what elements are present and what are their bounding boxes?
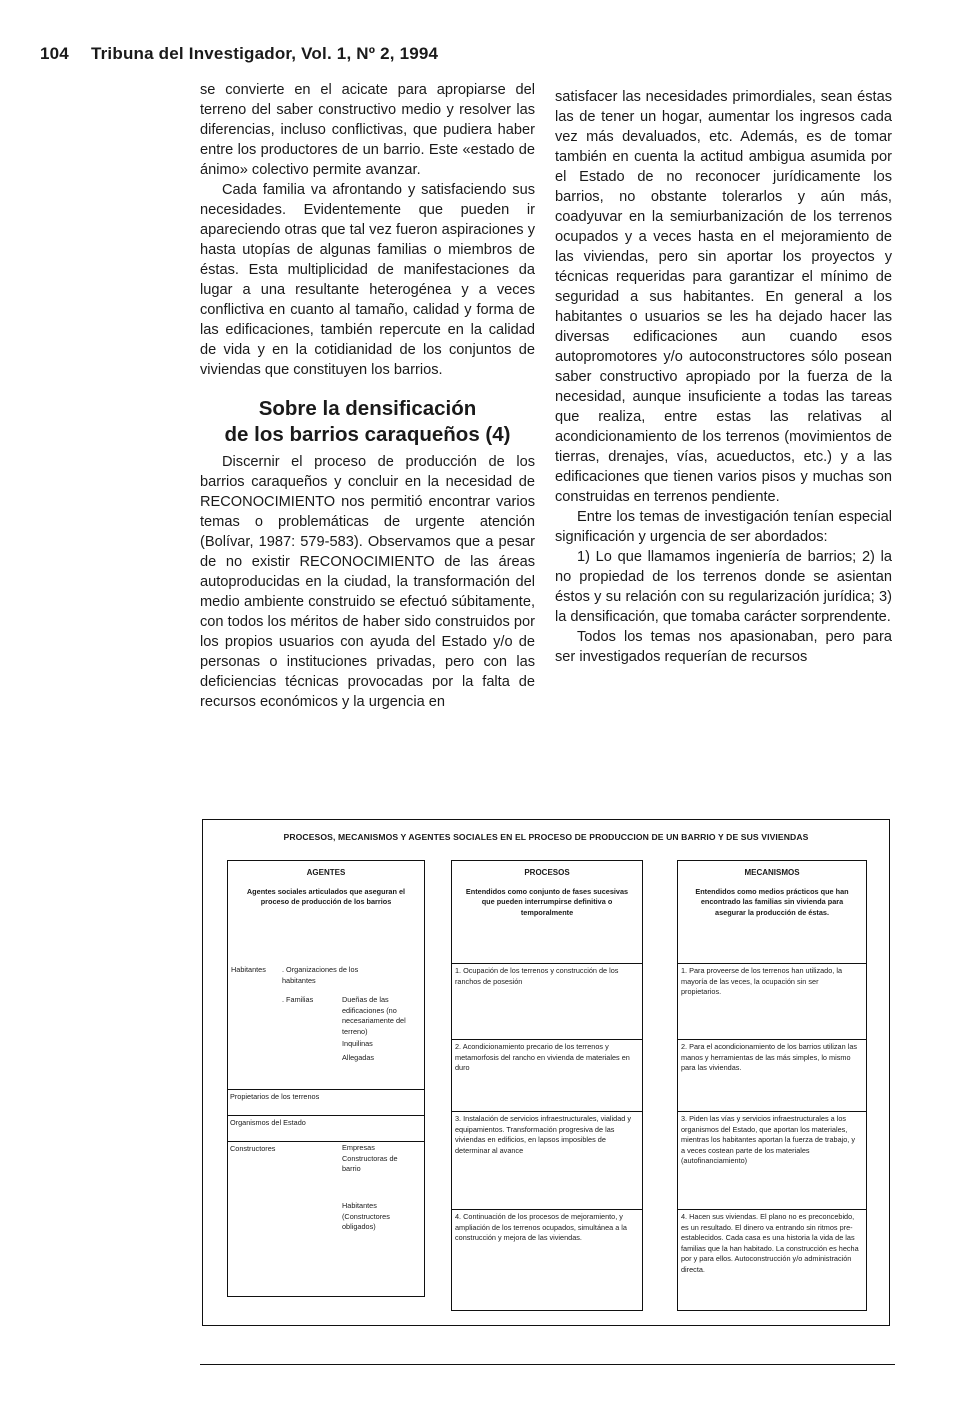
paragraph: satisfacer las necesidades primordiales, sean éstas las de tener un hogar, aumentar los ingresos cada vez más devaluados, etc. Además, es de tomar también en cuenta la actitud ambigua asumida por el Estado de no reconocer jurídicamente los barrios, no obstante tolerarlos y aún más, coadyuvar en la semiurbanización de los terrenos ocupados y a veces hasta en el mejoramiento de las viviendas, pero sin aportar los proyectos y técnicas requeridas para garantizar el mínimo de seguridad a sus habitantes. En general a los habitantes o usuarios se les ha dejado hacer las diversas edificaciones aun cuando esos autopromotores y/o autoconstructores sólo posean saber constructivo apropiado por la fuerza de la necesidad, aunque insuficiente a todas las tareas que realiza, entre estas las relativas al acondicionamiento de los terrenos (movimientos de tierras, drenajes, vías, acueductos, etc.) y a las edificaciones que tienen varios pisos y muchas son construidas en terrenos pendiente.	[555, 89, 892, 505]
agent-organismos: Organismos del Estado	[228, 1115, 424, 1129]
section-heading-line2: de los barrios caraqueños (4)	[224, 423, 511, 446]
proceso-item-4: 4. Continuación de los procesos de mejoramiento, y ampliación de los terrenos ocupados, simultánea a la construcción y mejora de las viviendas.	[452, 1209, 642, 1244]
agent-habitantes-obligados: Habitantes (Constructores obligados)	[342, 1201, 390, 1231]
procesos-column	[451, 860, 643, 1311]
paragraph: Todos los temas nos apasionaban, pero para ser investigados requerían de recursos	[555, 629, 892, 665]
mecanismo-item-3: 3. Piden las vías y servicios infraestructurales a los organismos del Estado, que aportan los materiales, mientras los habitantes aportan la fuerza de trabajo, y a veces costean parte de los materiales (autofinanciamiento)	[678, 1111, 866, 1167]
section-heading-line1: Sobre la densificación	[258, 397, 477, 420]
mecanismo-item-1: 1. Para proveerse de los terrenos han utilizado, la mayoría de las veces, la ocupación sin ser propietarios.	[678, 963, 866, 998]
paragraph: se convierte en el acicate para apropiarse del terreno del saber constructivo medio y resolver las diferencias, incluso conflictivas, que pudiera haber entre los productores de un barrio. Este «estado de ánimo» colectivo permite avanzar.	[200, 82, 535, 178]
mecanismos-description: Entendidos como medios prácticos que han encontrado las familias sin vivienda para asegurar la producción de éstas.	[695, 886, 849, 917]
agent-org-habitantes: . Organizaciones de los habitantes	[282, 965, 359, 985]
page-header	[40, 44, 940, 64]
mecanismo-item-2: 2. Para el acondicionamiento de los barrios utilizan las manos y herramientas de las más simples, lo mismo para las viviendas.	[678, 1039, 866, 1074]
procesos-heading: PROCESOS	[524, 868, 570, 877]
agent-inquilinas: Inquilinas	[342, 1039, 373, 1048]
mecanismos-column	[677, 860, 867, 1311]
agent-duenas: Dueñas de las edificaciones (no necesariamente del terreno)	[342, 995, 406, 1036]
agent-familias: . Familias	[282, 995, 314, 1004]
paragraph: Cada familia va afrontando y satisfaciendo sus necesidades. Evidentemente que pueden ir apareciendo otras que tal vez fueron aspiraciones y hasta utopías de algunas familias o miembros de éstas. Esta multiplicidad de manifestaciones da lugar a una resultante heterogénea y a veces conflictiva en cuanto al tamaño, calidad y forma de las edificaciones, también repercute en la calidad de vida y en la cotidianidad de los conjuntos de viviendas que constituyen los barrios.	[200, 182, 535, 378]
left-column	[200, 80, 535, 712]
agentes-description: Agentes sociales articulados que aseguran el proceso de producción de los barrios	[246, 886, 406, 906]
right-column	[555, 87, 892, 667]
bottom-rule	[200, 1364, 895, 1365]
agent-allegadas: Allegadas	[342, 1053, 375, 1062]
proceso-item-2: 2. Acondicionamiento precario de los terrenos y metamorfosis del rancho en vivienda de materiales en duro	[452, 1039, 642, 1074]
agent-empresas: Empresas Constructoras de barrio	[342, 1143, 398, 1173]
agent-constructores: Constructores	[228, 1141, 424, 1155]
mecanismo-item-4: 4. Hacen sus viviendas. El plano no es preconcebido, es un resultado. El dinero va entrando sin ritmos pre-establecidos. Cada casa es una historia la vida de las familias que la han habitado. La construcción es hecha por y para ellos. Autoconstrucción y/o administración directa.	[678, 1209, 866, 1275]
agent-habitantes: Habitantes	[231, 965, 266, 974]
procesos-description: Entendidos como conjunto de fases sucesivas que pueden interrumpirse definitiva o temporalmente	[465, 886, 629, 917]
paragraph: 1) Lo que llamamos ingeniería de barrios; 2) la no propiedad de los terrenos donde se asientan éstos y su relación con su regularización jurídica; 3) la densificación, que tomaba carácter sorprendente.	[555, 549, 892, 625]
page-number: 104	[40, 44, 69, 63]
agentes-heading: AGENTES	[306, 868, 346, 877]
paragraph: Discernir el proceso de producción de los barrios caraqueños y concluir en la necesidad de RECONOCIMIENTO nos permitió encontrar varios temas o problemáticas de urgente atención (Bolívar, 1987: 579-583). Observamos que a pesar de no existir RECONOCIMIENTO de las áreas autoproducidas en la ciudad, la transformación del medio ambiente construido se efectuó súbitamente, con todos los méritos de haber sido construidos por los propios usuarios con ayuda del Estado y/o de personas o instituciones privadas, pero con las deficiencias técnicas provocadas por la falta de recursos económicos y la urgencia en	[200, 454, 535, 710]
journal-title: Tribuna del Investigador, Vol. 1, Nº 2, 1994	[90, 44, 439, 63]
figure-title: PROCESOS, MECANISMOS Y AGENTES SOCIALES EN EL PROCESO DE PRODUCCION DE UN BARRIO Y DE SUS VIVIENDAS	[283, 832, 809, 842]
figure-diagram	[202, 819, 890, 1326]
proceso-item-1: 1. Ocupación de los terrenos y construcción de los ranchos de posesión	[452, 963, 642, 987]
agent-propietarios: Propietarios de los terrenos	[228, 1089, 424, 1103]
section-heading	[200, 396, 535, 448]
agentes-column	[227, 860, 425, 1297]
mecanismos-heading: MECANISMOS	[744, 868, 800, 877]
paragraph: Entre los temas de investigación tenían especial significación y urgencia de ser abordados:	[555, 509, 892, 545]
proceso-item-3: 3. Instalación de servicios infraestructurales, vialidad y equipamientos. Transformación progresiva de las viviendas en edificios, en lapsos imposibles de determinar al avance	[452, 1111, 642, 1156]
